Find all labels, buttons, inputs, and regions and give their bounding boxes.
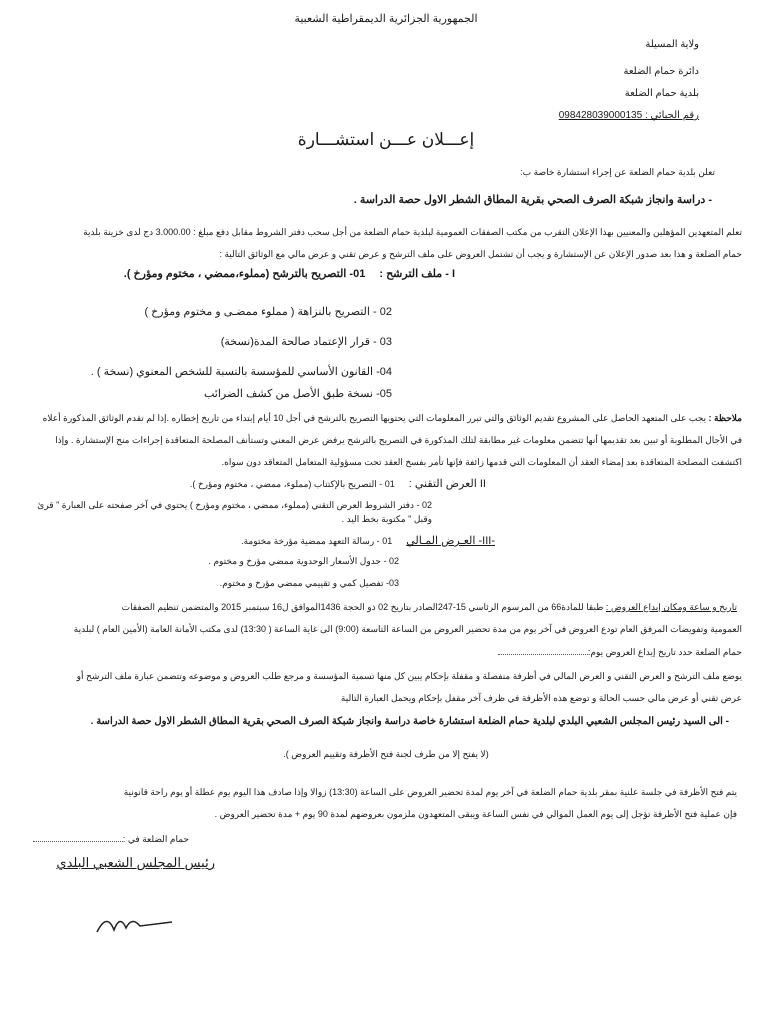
- para1-line: تعلم المتعهدين المؤهلين والمعنيين بهذا الإعلان التقرب من مكتب الصفقات العمومية لبلدية حمام الضلعة من أجل سحب دفتر الشروط مقابل دفع مبلغ : 3.000.00 دج لدى خزينة بلدية: [83, 227, 742, 237]
- tax-id-label: رقم الجبائي :: [644, 110, 699, 121]
- section3-item: 03- تفصيل كمي و تقييمي ممضي مؤرخ و مختوم.: [219, 578, 399, 588]
- section2-item: 01 - التصريح بالإكتتاب (مملوء، ممضي ، مختوم ومؤرخ ).: [189, 479, 395, 489]
- subject: - دراسة وانجاز شبكة الصرف الصحي بقرية المطاق الشطر الاول حصة الدراسة .: [353, 194, 712, 206]
- note-line: ملاحظة : يجب على المتعهد الحاصل على المشروع تقديم الوثائق والتي تبرر المعلومات التي يحتويها التصريح بالترشح في أجل 10 أيام إبتداء من تاريخ إخطاره .إذا لم تقدم الوثائق المذكورة أعلاه: [42, 413, 742, 423]
- baladia: بلدية حمام الضلعة: [624, 88, 699, 99]
- packaging-line: يوضع ملف الترشح و العرض التقني و العرض المالي في أظرفة منفصلة و مقفلة بإحكام يبين كل منها تسمية المؤسسة و مرجع طلب العروض و موضوعه وتتضمن عبارة ملف الترشح أو: [76, 671, 742, 681]
- section3-item: 01 - رسالة التعهد ممضية مؤرخة مختومة.: [241, 536, 393, 546]
- packaging-line: عرض تقني أو عرض مالي حسب الحالة و توضع هذه الأظرفة في ظرف آخر مقفل بإحكام ويحمل العبارة التالية: [340, 693, 742, 703]
- para1-line: حمام الضلعة و هذا بعد صدور الإعلان عن الإستشارة و يجب أن تشتمل العروض على ملف الترشح و عرض تقني و عرض مالي مع الوثائق التالية :: [219, 249, 742, 259]
- section1-item: 05- نسخة طبق الأصل من كشف الضرائب: [203, 388, 392, 400]
- section1-heading: I - ملف الترشح :: [379, 268, 455, 280]
- deposit-line: العمومية وتفويضات المرفق العام تودع العروض في آخر يوم من مدة تحضير العروض من الساعة التاسعة (9:00) الى غاية الساعة ( 13:30) لدى مكتب الأمانة العامة (الأمين العام ) لبلدية: [73, 624, 742, 634]
- deposit-line: حمام الضلعة حدد تاريخ إيداع العروض يوم:: [30, 644, 742, 659]
- section1-first-line: [30, 267, 455, 281]
- section3-first-line: [30, 534, 495, 548]
- section1-item: 03 - قرار الإعتماد صالحة المدة(نسخة): [220, 336, 392, 348]
- deposit-line: تاريخ و ساعة ومكان إيداع العروض : طبقا للمادة66 من المرسوم الرئاسي 15-247الصادر بتاريخ 02 ذو الحجة 1436الموافق ل16 سبتمبر 2015 والمتضمن تنظيم الصفقات: [121, 602, 737, 612]
- note-line: في الأجال المطلوبة أو تبين بعد تقديمها أنها تتضمن معلومات غير مطابقة لتلك المذكورة في التصريح بالترشح يرفض عرض المعني وتستأنف المصلحة المتعاقدة إجراءات منح الإستشارة . وإذا: [55, 435, 742, 445]
- opening-line: يتم فتح الأظرفة في جلسة علنية بمقر بلدية حمام الضلعة في آخر يوم لمدة تحضير العروض على الساعة (13:30) زوالا وإذا صادف هذا اليوم يوم عطلة أو يوم راحة قانونية: [123, 787, 737, 797]
- section3-heading: -III- العـرض المـالي: [406, 535, 495, 547]
- section1-item: 04- القانون الأساسي للمؤسسة بالنسبة للشخص المعنوي (نسخة ) .: [90, 366, 392, 378]
- signatory-title: رئيس المجلس الشعبي البلدي: [56, 855, 215, 870]
- place-date: حمام الضلعة في :: [30, 831, 189, 846]
- opening-line: فإن عملية فتح الأظرفة تؤجل إلى يوم العمل الموالي في نفس الساعة ويبقى المتعهدون ملزمون بعروضهم لمدة 90 يوم + مدة تحضير العروض .: [214, 809, 737, 819]
- section2-heading: II العرض التقني :: [408, 478, 486, 490]
- daira: دائرة حمام الضلعة: [623, 66, 699, 77]
- signature: [92, 902, 182, 942]
- deposit-label: تاريخ و ساعة ومكان إيداع العروض :: [605, 602, 737, 612]
- section1-item: 02 - التصريح بالنزاهة ( مملوء ممضـى و مختوم ومؤرخ ): [144, 306, 392, 318]
- note-line: اكتشفت المصلحة المتعاقدة بعد إمضاء العقد أن المعلومات التي قدمها زائفة فإنها تأمر بفسخ العقد تحت مسؤولية المتعامل المتعاقد دون سواه.: [221, 457, 742, 467]
- place-date-field: [33, 831, 123, 842]
- intro: تعلن بلدية حمام الضلعة عن إجراء استشارة خاصة ب:: [520, 167, 715, 177]
- wilaya: ولاية المسيلة: [645, 39, 699, 50]
- note-label: ملاحظة :: [708, 413, 742, 423]
- page-title: إعـــلان عـــن استشـــارة: [297, 130, 475, 149]
- section3-item: 02 - جدول الأسعار الوحدوية ممضي مؤرخ و مختوم .: [208, 556, 399, 566]
- addressee: - الى السيد رئيس المجلس الشعبي البلدي لبلدية حمام الضلعة استشارة خاصة دراسة وانجاز شبكة الصرف الصحي بقرية المطاق الشطر الاول حصة الدراسة .: [90, 716, 729, 727]
- deposit-date-field: [498, 644, 588, 655]
- section2-first-line: [30, 477, 486, 491]
- not-open-notice: (لا يفتح إلا من طرف لجنة فتح الأظرفة وتقييم العروض ).: [283, 749, 489, 759]
- section1-item: 01- التصريح بالترشح (مملوء،ممضي ، مختوم ومؤرخ ).: [123, 268, 366, 280]
- tax-id-value: 098428039000135: [558, 110, 643, 121]
- republic-header: الجمهورية الجزائرية الديمقراطية الشعبية: [294, 13, 478, 25]
- tax-id: [30, 109, 699, 123]
- section2-item: 02 - دفتر الشروط العرض التقني (مملوء، ممضي ، مختوم ومؤرخ ) يحتوي في آخر صفحته على العبارة " قرئ وقبل " مكتوبة بخط اليد .: [37, 500, 432, 524]
